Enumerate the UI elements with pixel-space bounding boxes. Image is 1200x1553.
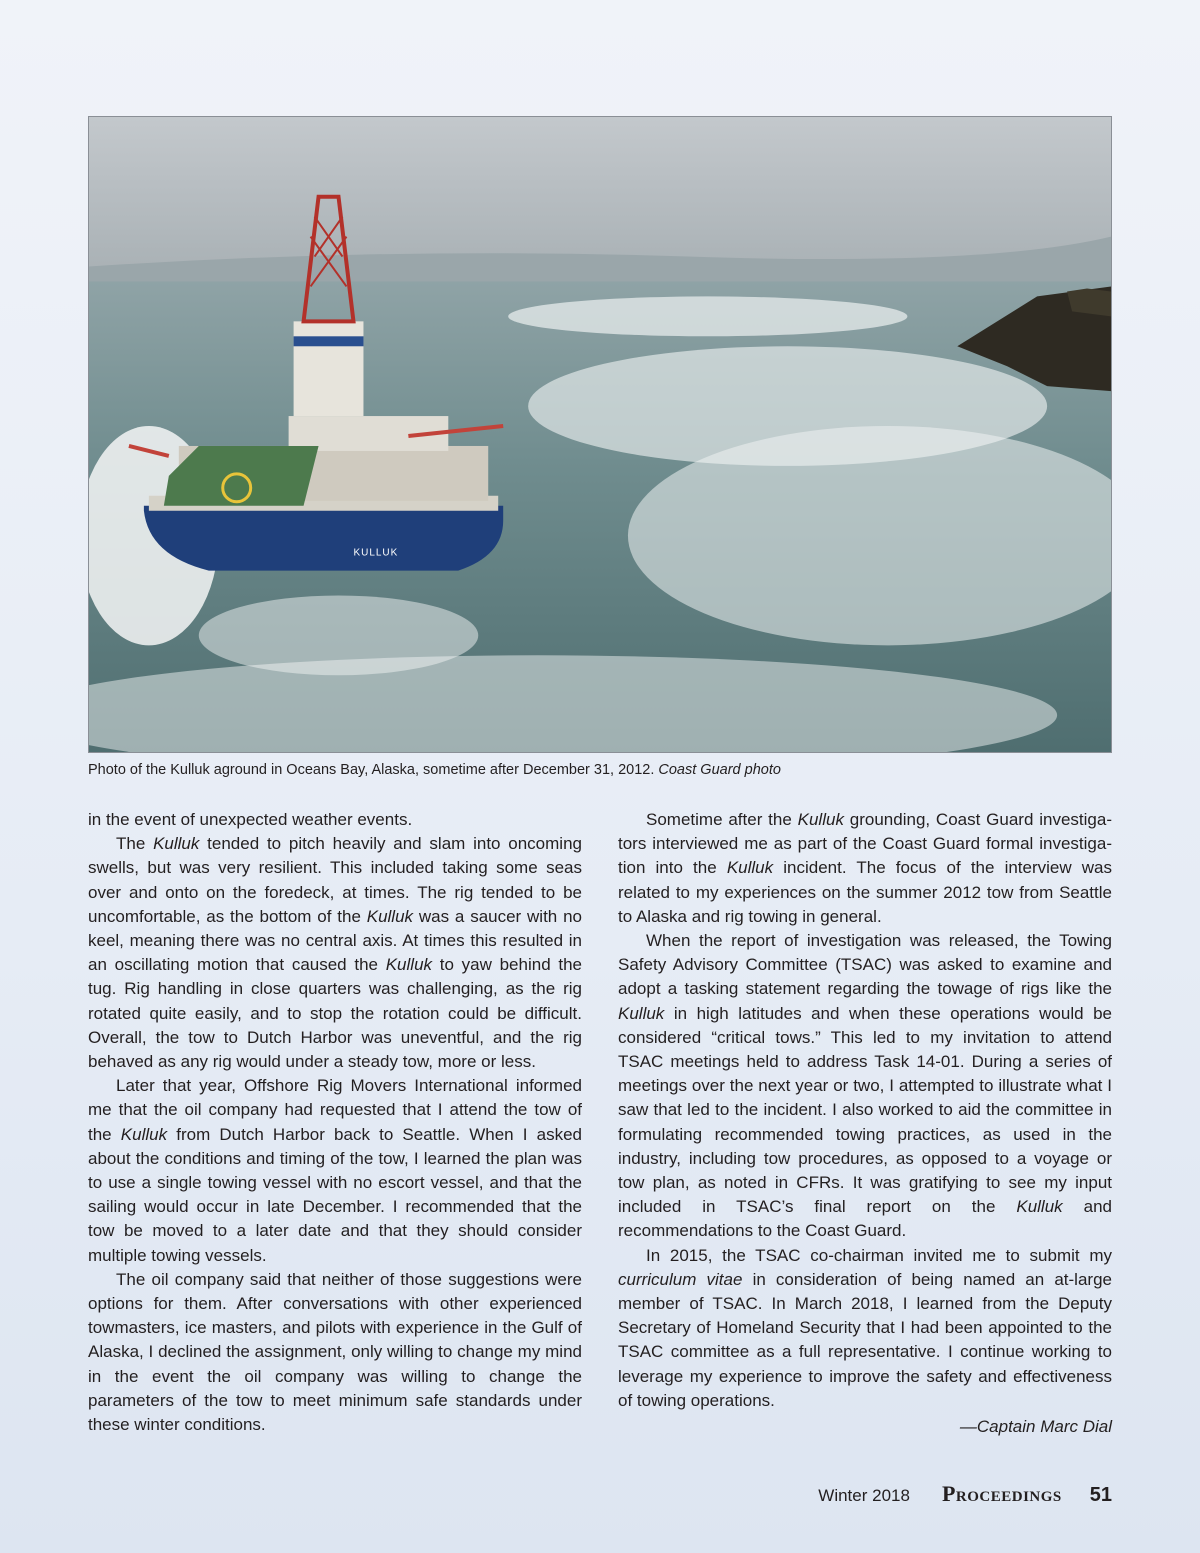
vessel-name: Kulluk: [153, 834, 200, 854]
paragraph-text: Sometime after the: [646, 810, 798, 829]
page-footer: [818, 1481, 1112, 1511]
author-signature: —Captain Marc Dial: [959, 1417, 1112, 1437]
magazine-name: Proceedings: [941, 1481, 1062, 1506]
paragraph-text: In 2015, the TSAC co-chairman invited me to submit my: [646, 1245, 1112, 1265]
paragraph-text: The: [116, 834, 154, 854]
right-paragraph-1: [618, 808, 1112, 929]
left-paragraph-4: [88, 1268, 582, 1437]
article-right-column: [618, 808, 1112, 1439]
left-paragraph-1: [88, 808, 582, 832]
article-left-column: [88, 808, 582, 1437]
paragraph-text: in consideration of being named an at-large member of TSAC. In March 2018, I learned from the Deputy Secretary of Homeland Security that I had been appointed to the TSAC committee as a full representative. I continue working to leverage my experience to improve the safety and effectiveness of towing operations.: [618, 1269, 1112, 1410]
left-paragraph-3: [88, 1074, 582, 1268]
vessel-name: Kulluk: [726, 858, 774, 878]
paragraph-text: to yaw behind the tug. Rig handling in close quarters was challenging, as the rig rotated quite easily, and to stop the rotation could be difficult. Overall, the tow to Dutch Harbor was uneventful, and the rig behaved as any rig would under a steady tow, more or less.: [88, 955, 583, 1072]
photo-illustration: [89, 117, 1111, 752]
page-number: 51: [1089, 1484, 1112, 1506]
right-paragraph-2: [618, 929, 1112, 1244]
vessel-name: Kulluk: [385, 955, 433, 975]
paragraph-text: in high latitudes and when these operations would be considered “critical tows.” This led to my invitation to attend TSAC meetings held to address Task 14-01. During a series of meetings over the next year or two, I attempted to illustrate what I saw that led to the incident. I also worked to aid the committee in formulating recommended towing practices, as used in the industry, including tow procedures, as opposed to a voyage or tow plan, as noted in CFRs. It was gratifying to see my input included in TSAC’s final report on the: [618, 1003, 1112, 1217]
paragraph-text: in the event of unexpected weather events.: [88, 810, 413, 829]
issue-season: Winter 2018: [818, 1486, 910, 1505]
latin-term: curriculum vitae: [618, 1269, 743, 1289]
photo-caption: [88, 760, 1112, 780]
paragraph-text: The oil company said that neither of those suggestions were options for them. After conversations with other experienced towmasters, ice masters, and pilots with experience in the Gulf of Alaska, I declined the assignment, only willing to change my mind in the event the oil company was willing to change the parameters of the tow to meet minimum safe standards under these winter conditions.: [88, 1269, 582, 1435]
paragraph-text: and recommendations to the Coast Guard.: [618, 1197, 1112, 1241]
left-paragraph-2: [88, 832, 582, 1074]
vessel-name: Kulluk: [797, 810, 844, 829]
caption-credit: Coast Guard photo: [658, 762, 781, 778]
vessel-name: Kulluk: [1016, 1197, 1063, 1217]
rig-name-label: KULLUK: [353, 547, 399, 559]
paragraph-text: tended to pitch heavily and slam into oncoming swells, but was very resilient. This included taking some seas over and onto on the foredeck, at times. The rig tended to be uncomfortable, as the bottom of the: [88, 834, 582, 926]
paragraph-text: When the report of investigation was released, the Towing Safety Advisory Committee (TSAC) was asked to examine and adopt a tasking statement regarding the towage of rigs like the: [618, 931, 1112, 999]
right-paragraph-3: [618, 1244, 1112, 1413]
caption-text: Photo of the Kulluk aground in Oceans Bay, Alaska, sometime after December 31, 2012.: [88, 762, 659, 778]
paragraph-text: was a saucer with no keel, meaning there was no central axis. At times this resulted in an oscillating motion that caused the: [88, 906, 582, 975]
kulluk-photo: [88, 116, 1112, 753]
paragraph-text: from Dutch Harbor back to Seattle. When I asked about the conditions and timing of the tow, I learned the plan was to use a single towing vessel with no escort vessel, and that the sailing would occur in late December. I recommended that the tow be moved to a later date and that they should consider multiple towing vessels.: [88, 1124, 582, 1265]
vessel-name: Kulluk: [618, 1003, 665, 1023]
paragraph-text: grounding, Coast Guard investigators interviewed me as part of the Coast Guard formal investigation into the: [618, 810, 1112, 878]
paragraph-text: Later that year, Offshore Rig Movers International informed me that the oil company had requested that I attend the tow of the: [88, 1076, 582, 1144]
vessel-name: Kulluk: [120, 1124, 168, 1144]
vessel-name: Kulluk: [366, 906, 414, 926]
paragraph-text: incident. The focus of the interview was related to my experiences on the summer 2012 tow from Seattle to Alaska and rig towing in general.: [618, 858, 1113, 926]
